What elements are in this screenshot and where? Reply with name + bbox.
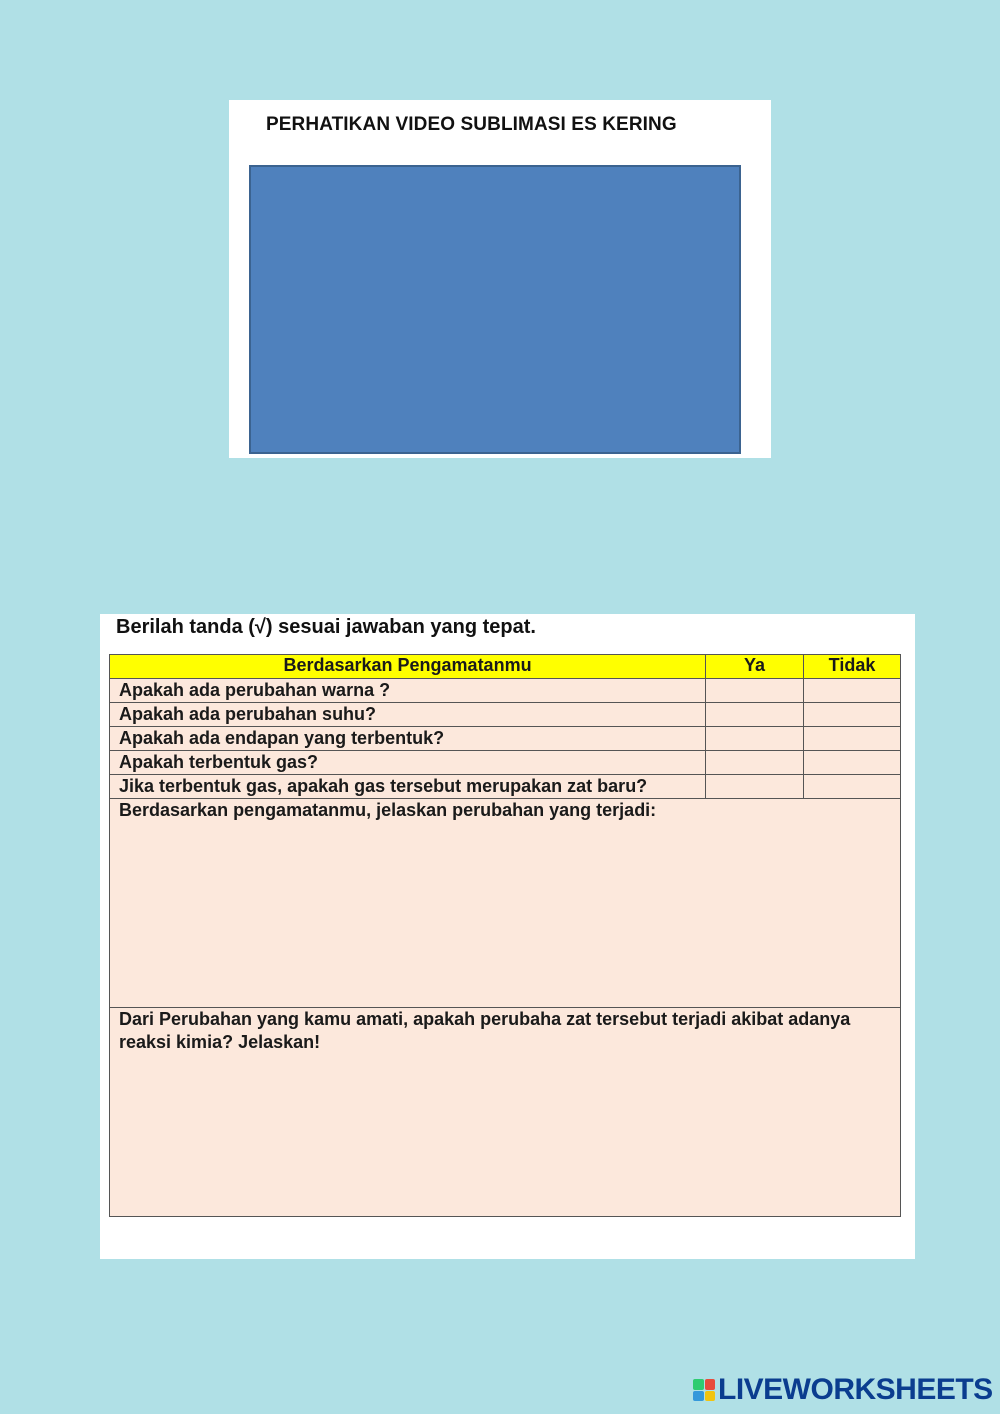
open-question-1[interactable] (110, 799, 901, 1008)
answer-ya-cell[interactable] (706, 751, 804, 775)
worksheet (100, 614, 915, 1259)
question-cell: Apakah ada endapan yang terbentuk? (110, 727, 706, 751)
table-row (110, 679, 901, 703)
header-observation: Berdasarkan Pengamatanmu (110, 655, 706, 679)
open-question-row (110, 799, 901, 1008)
header-ya: Ya (706, 655, 804, 679)
answer-tidak-cell[interactable] (804, 727, 901, 751)
open-question-2-text: Dari Perubahan yang kamu amati, apakah perubaha zat tersebut terjadi akibat adanya reaksi kimia? Jelaskan! (119, 1009, 851, 1052)
answer-tidak-cell[interactable] (804, 775, 901, 799)
question-cell: Apakah terbentuk gas? (110, 751, 706, 775)
question-cell: Apakah ada perubahan suhu? (110, 703, 706, 727)
answer-tidak-cell[interactable] (804, 679, 901, 703)
video-card (229, 100, 771, 458)
table-header-row (110, 655, 901, 679)
answer-ya-cell[interactable] (706, 775, 804, 799)
video-player[interactable] (249, 165, 741, 454)
answer-tidak-cell[interactable] (804, 703, 901, 727)
open-question-1-text: Berdasarkan pengamatanmu, jelaskan perubahan yang terjadi: (119, 800, 657, 820)
table-row (110, 727, 901, 751)
open-question-row (110, 1008, 901, 1217)
video-title: PERHATIKAN VIDEO SUBLIMASI ES KERING (266, 114, 677, 135)
table-row (110, 775, 901, 799)
brand-text: LIVEWORKSHEETS (718, 1373, 993, 1406)
answer-ya-cell[interactable] (706, 679, 804, 703)
open-question-2[interactable] (110, 1008, 901, 1217)
question-cell: Jika terbentuk gas, apakah gas tersebut merupakan zat baru? (110, 775, 706, 799)
table-row (110, 751, 901, 775)
answer-ya-cell[interactable] (706, 727, 804, 751)
question-cell: Apakah ada perubahan warna ? (110, 679, 706, 703)
liveworksheets-logo-icon (693, 1379, 715, 1401)
answer-ya-cell[interactable] (706, 703, 804, 727)
header-tidak: Tidak (804, 655, 901, 679)
answer-tidak-cell[interactable] (804, 751, 901, 775)
observation-table (109, 654, 901, 1217)
liveworksheets-brand[interactable] (693, 1373, 993, 1407)
instruction-text: Berilah tanda (√) sesuai jawaban yang tepat. (116, 616, 536, 638)
table-row (110, 703, 901, 727)
